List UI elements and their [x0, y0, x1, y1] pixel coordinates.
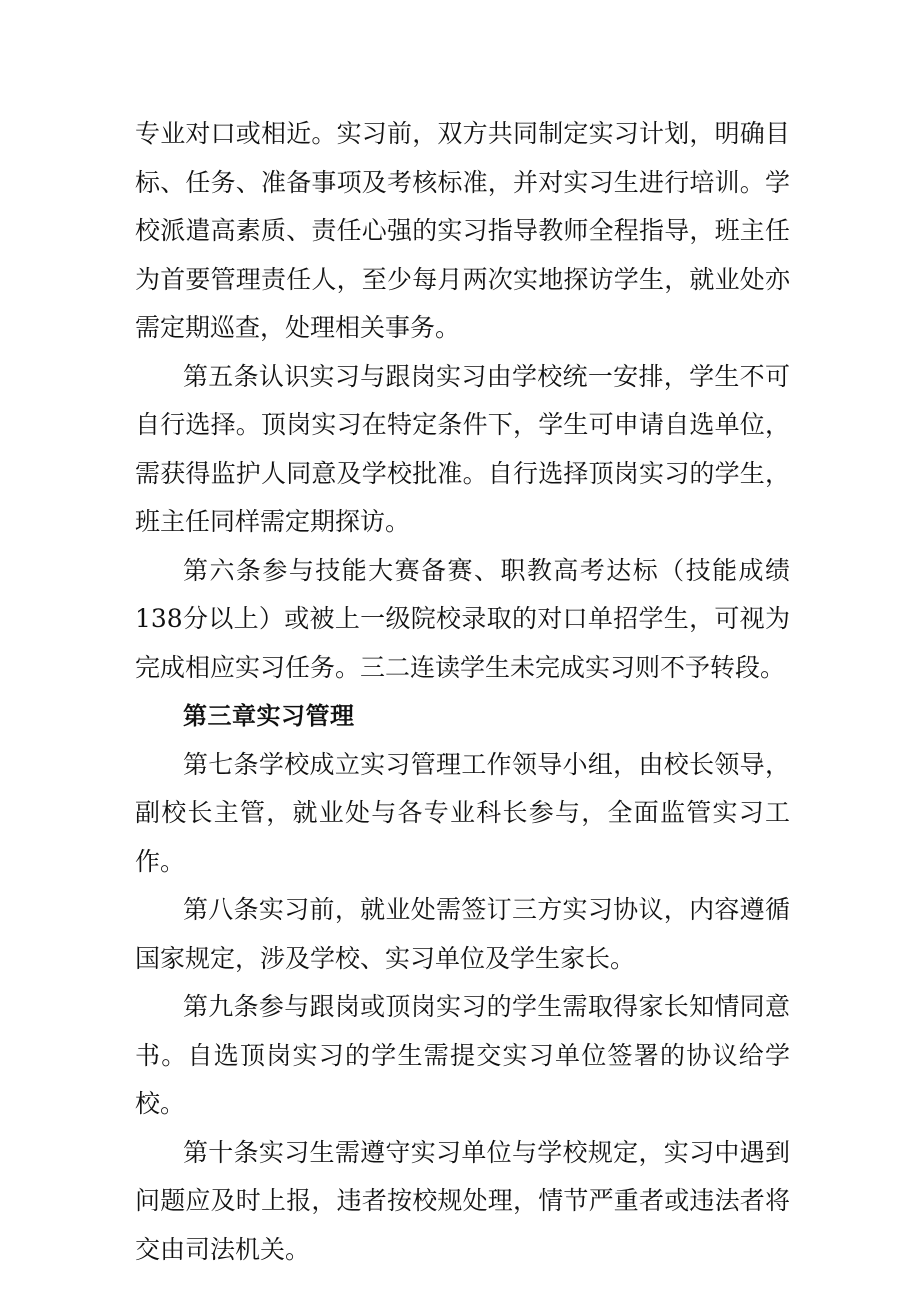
document-body — [135, 110, 790, 1274]
paragraph-article-6: 第六条参与技能大赛备赛、职教高考达标（技能成绩138分以上）或被上一级院校录取的对口单招学生，可视为完成相应实习任务。三二连读学生未完成实习则不予转段。 — [135, 555, 790, 682]
paragraph-article-9: 第九条参与跟岗或顶岗实习的学生需取得家长知情同意书。自选顶岗实习的学生需提交实习单位签署的协议给学校。 — [135, 992, 790, 1118]
paragraph-continuation: 专业对口或相近。实习前，双方共同制定实习计划，明确目标、任务、准备事项及考核标准，并对实习生进行培训。学校派遣高素质、责任心强的实习指导教师全程指导，班主任为首要管理责任人，至少每月两次实地探访学生，就业处亦需定期巡查，处理相关事务。 — [135, 119, 790, 342]
paragraph-article-8: 第八条实习前，就业处需签订三方实习协议，内容遵循国家规定，涉及学校、实习单位及学生家长。 — [135, 895, 790, 973]
chapter-heading: 第三章实习管理 — [183, 702, 355, 730]
paragraph-article-5: 第五条认识实习与跟岗实习由学校统一安排，学生不可自行选择。顶岗实习在特定条件下，学生可申请自选单位，需获得监护人同意及学校批准。自行选择顶岗实习的学生，班主任同样需定期探访。 — [135, 361, 790, 536]
paragraph-article-10: 第十条实习生需遵守实习单位与学校规定，实习中遇到问题应及时上报，违者按校规处理，情节严重者或违法者将交由司法机关。 — [135, 1137, 790, 1264]
paragraph-article-7: 第七条学校成立实习管理工作领导小组，由校长领导，副校长主管，就业处与各专业科长参与，全面监管实习工作。 — [135, 749, 790, 876]
